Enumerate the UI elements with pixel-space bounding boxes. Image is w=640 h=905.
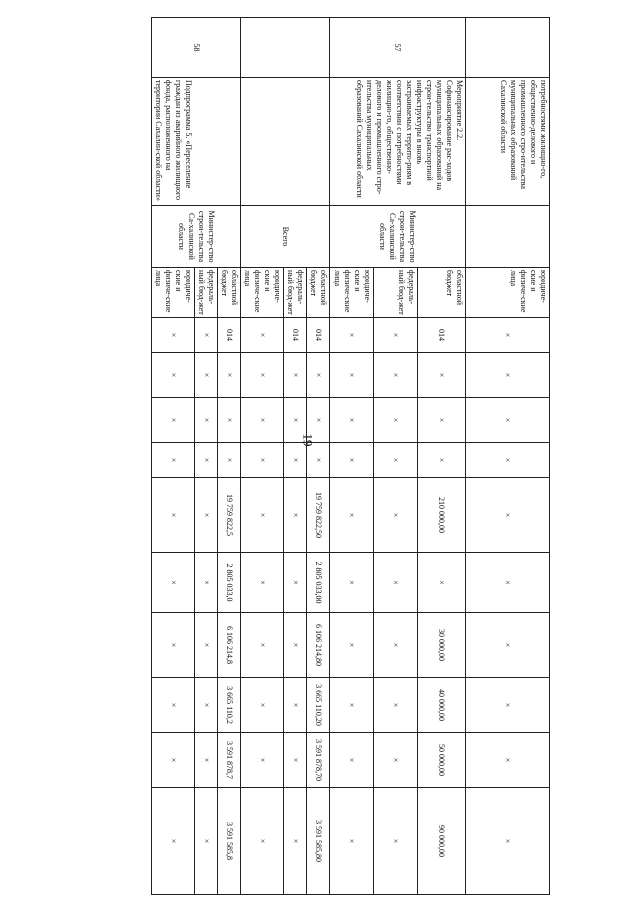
budget-code: 014 bbox=[284, 318, 307, 353]
amount-cell: × bbox=[284, 733, 307, 788]
executor: Всего bbox=[241, 206, 330, 268]
amount-cell: × bbox=[330, 553, 374, 613]
table-row bbox=[418, 18, 466, 895]
amount-cell: 19 759 822,5 bbox=[218, 478, 241, 553]
row-number: 58 bbox=[152, 18, 241, 78]
amount-cell: × bbox=[284, 398, 307, 443]
budget-code: 014 bbox=[218, 318, 241, 353]
budget-table bbox=[151, 17, 550, 895]
amount-cell: × bbox=[466, 478, 550, 553]
funding-source: областной бюджет bbox=[418, 268, 466, 318]
amount-cell: × bbox=[195, 443, 218, 478]
amount-cell: × bbox=[466, 553, 550, 613]
amount-cell: × bbox=[152, 678, 195, 733]
funding-source: областной бюджет bbox=[307, 268, 330, 318]
budget-code: 014 bbox=[418, 318, 466, 353]
table-body bbox=[152, 18, 550, 895]
amount-cell: × bbox=[374, 613, 418, 678]
funding-source: юридиче-ские и физиче-ские лица bbox=[330, 268, 374, 318]
rotated-table-container bbox=[90, 17, 550, 894]
amount-cell: × bbox=[195, 788, 218, 895]
amount-cell: 40 000,00 bbox=[418, 678, 466, 733]
amount-cell: × bbox=[374, 478, 418, 553]
amount-cell: × bbox=[241, 678, 284, 733]
amount-cell: × bbox=[218, 398, 241, 443]
amount-cell: × bbox=[418, 398, 466, 443]
amount-cell: × bbox=[152, 733, 195, 788]
amount-cell: × bbox=[241, 478, 284, 553]
amount-cell: × bbox=[284, 678, 307, 733]
activity-name: потребностями жилищно-го, общественно-делового и промышленного стро-ительства муниципальных образований Сахалинской области bbox=[466, 78, 550, 206]
activity-name bbox=[241, 78, 330, 206]
amount-cell: × bbox=[241, 443, 284, 478]
amount-cell: × bbox=[418, 443, 466, 478]
page-number: 19 bbox=[300, 433, 316, 447]
amount-cell: × bbox=[218, 353, 241, 398]
amount-cell: 3 665 110,20 bbox=[307, 678, 330, 733]
amount-cell: × bbox=[152, 353, 195, 398]
amount-cell: × bbox=[152, 788, 195, 895]
amount-cell: × bbox=[330, 613, 374, 678]
amount-cell: 210 000,00 bbox=[418, 478, 466, 553]
amount-cell: × bbox=[195, 733, 218, 788]
table-row bbox=[307, 18, 330, 895]
row-number bbox=[241, 18, 330, 78]
amount-cell: × bbox=[330, 353, 374, 398]
amount-cell: × bbox=[284, 553, 307, 613]
amount-cell: × bbox=[330, 788, 374, 895]
amount-cell: × bbox=[195, 613, 218, 678]
table-row bbox=[466, 18, 550, 895]
amount-cell: × bbox=[330, 733, 374, 788]
amount-cell: × bbox=[330, 678, 374, 733]
amount-cell: × bbox=[152, 613, 195, 678]
amount-cell: × bbox=[330, 478, 374, 553]
amount-cell: 3 591 878,70 bbox=[307, 733, 330, 788]
amount-cell: × bbox=[152, 553, 195, 613]
funding-source: федераль-ный бюд-жет bbox=[374, 268, 418, 318]
funding-source: юридиче-ские и физиче-ские лица bbox=[241, 268, 284, 318]
amount-cell: × bbox=[466, 353, 550, 398]
amount-cell: 3 591 585,8 bbox=[218, 788, 241, 895]
amount-cell: × bbox=[284, 353, 307, 398]
amount-cell: 90 000,00 bbox=[418, 788, 466, 895]
amount-cell: 30 000,00 bbox=[418, 613, 466, 678]
amount-cell: × bbox=[466, 788, 550, 895]
amount-cell: × bbox=[195, 353, 218, 398]
amount-cell: × bbox=[218, 443, 241, 478]
amount-cell: × bbox=[330, 398, 374, 443]
amount-cell: 6 106 214,8 bbox=[218, 613, 241, 678]
table-row bbox=[218, 18, 241, 895]
amount-cell: × bbox=[307, 398, 330, 443]
amount-cell: × bbox=[374, 788, 418, 895]
executor: Министер-ство строи-тельства Са-халинской области bbox=[330, 206, 466, 268]
amount-cell: 6 106 214,80 bbox=[307, 613, 330, 678]
executor bbox=[466, 206, 550, 268]
row-number: 57 bbox=[330, 18, 466, 78]
amount-cell: 50 000,00 bbox=[418, 733, 466, 788]
budget-code: × bbox=[466, 318, 550, 353]
amount-cell: × bbox=[195, 553, 218, 613]
amount-cell: × bbox=[284, 613, 307, 678]
amount-cell: × bbox=[374, 443, 418, 478]
budget-code: × bbox=[374, 318, 418, 353]
amount-cell: × bbox=[418, 553, 466, 613]
amount-cell: × bbox=[466, 443, 550, 478]
amount-cell: × bbox=[418, 353, 466, 398]
amount-cell: × bbox=[152, 443, 195, 478]
amount-cell: × bbox=[284, 443, 307, 478]
budget-code: 014 bbox=[307, 318, 330, 353]
amount-cell: × bbox=[241, 613, 284, 678]
budget-code: × bbox=[152, 318, 195, 353]
amount-cell: × bbox=[374, 678, 418, 733]
amount-cell: × bbox=[241, 733, 284, 788]
amount-cell: 3 591 585,80 bbox=[307, 788, 330, 895]
amount-cell: × bbox=[374, 553, 418, 613]
amount-cell: 2 805 033,00 bbox=[307, 553, 330, 613]
amount-cell: × bbox=[466, 678, 550, 733]
amount-cell: × bbox=[374, 733, 418, 788]
amount-cell: × bbox=[466, 733, 550, 788]
amount-cell: × bbox=[466, 398, 550, 443]
amount-cell: × bbox=[195, 398, 218, 443]
amount-cell: × bbox=[374, 398, 418, 443]
activity-name: Мероприятие 2.2. Софинансирование рас-ходов муниципальных образований на строи-тельство транспортной инфраструктуры в вновь застраиваемых террито-риям в соответствии с потребностями жилищно-го, общественно-делового и промышленного стро-ительства муниципальных образований Сахалинской области bbox=[330, 78, 466, 206]
budget-code: × bbox=[241, 318, 284, 353]
amount-cell: × bbox=[466, 613, 550, 678]
amount-cell: × bbox=[241, 353, 284, 398]
amount-cell: × bbox=[307, 443, 330, 478]
amount-cell: × bbox=[330, 443, 374, 478]
executor: Министер-ство строи-тельства Са-халинской области bbox=[152, 206, 241, 268]
amount-cell: × bbox=[241, 398, 284, 443]
amount-cell: × bbox=[195, 478, 218, 553]
row-number bbox=[466, 18, 550, 78]
amount-cell: × bbox=[307, 353, 330, 398]
amount-cell: × bbox=[374, 353, 418, 398]
amount-cell: × bbox=[152, 398, 195, 443]
amount-cell: 3 665 110,2 bbox=[218, 678, 241, 733]
amount-cell: 19 759 822,50 bbox=[307, 478, 330, 553]
activity-name: Подпрограмма 5. «Переселение граждан из аварийного жилищного фонда, расположенного на территории Сахалин-ской области» bbox=[152, 78, 241, 206]
amount-cell: × bbox=[284, 478, 307, 553]
funding-source: федераль-ный бюд-жет bbox=[195, 268, 218, 318]
amount-cell: × bbox=[284, 788, 307, 895]
funding-source: федераль-ный бюд-жет bbox=[284, 268, 307, 318]
amount-cell: × bbox=[241, 788, 284, 895]
amount-cell: × bbox=[195, 678, 218, 733]
funding-source: юридиче-ские и физиче-ские лица bbox=[152, 268, 195, 318]
amount-cell: 3 591 878,7 bbox=[218, 733, 241, 788]
budget-code: × bbox=[195, 318, 218, 353]
amount-cell: × bbox=[241, 553, 284, 613]
amount-cell: 2 805 033,0 bbox=[218, 553, 241, 613]
funding-source: областной бюджет bbox=[218, 268, 241, 318]
funding-source: юридиче-ские и физиче-ские лица bbox=[466, 268, 550, 318]
amount-cell: × bbox=[152, 478, 195, 553]
budget-code: × bbox=[330, 318, 374, 353]
